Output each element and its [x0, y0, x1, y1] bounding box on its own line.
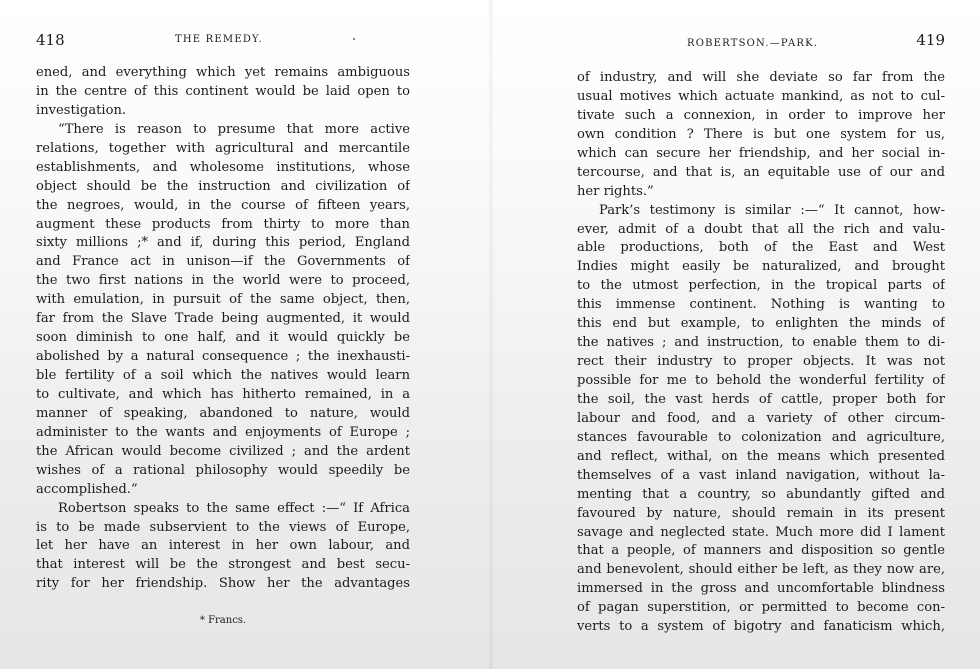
- text-line: accomplished.”: [36, 481, 138, 497]
- text-line: augment these products from thirty to more than: [36, 216, 410, 232]
- text-line: this immense continent. Nothing is wanting to: [577, 297, 945, 313]
- text-line: that a people, of manners and disposition so gentle: [577, 543, 945, 559]
- text-line: to the utmost perfection, in the tropical parts of: [577, 278, 945, 294]
- text-line: which can secure her friendship, and her social in-: [577, 145, 945, 161]
- text-line: possible for me to behold the wonderful fertility of: [577, 373, 945, 388]
- right-running-head: ROBERTSON.—PARK.: [687, 38, 819, 49]
- text-line: let her have an interest in her own labour, and: [36, 538, 410, 554]
- text-line: and benevolent, should either be left, as they now are,: [577, 562, 945, 578]
- left-page-header: [36, 31, 410, 54]
- text-line: themselves of a vast inland navigation, without la-: [577, 467, 945, 483]
- text-line: Park’s testimony is similar :—“ It cannot, how-: [599, 202, 945, 218]
- text-line: usual motives which actuate mankind, as not to cul-: [577, 88, 945, 104]
- left-page: [36, 0, 410, 669]
- text-line: administer to the wants and enjoyments of Europe ;: [36, 424, 410, 440]
- left-page-number: 418: [36, 31, 65, 49]
- text-line: verts to a system of bigotry and fanaticism which,: [577, 619, 945, 635]
- left-running-head: THE REMEDY.: [175, 34, 263, 45]
- text-line: Robertson speaks to the same effect :—“ If Africa: [58, 500, 410, 516]
- text-line: of pagan superstition, or permitted to become con-: [577, 600, 945, 616]
- text-line: investigation.: [36, 102, 127, 118]
- text-line: and reflect, withal, on the means which presented: [577, 448, 945, 464]
- text-line: immersed in the gross and uncomfortable blindness: [577, 581, 945, 597]
- text-line: ened, and everything which yet remains ambiguous: [36, 65, 410, 80]
- text-line: the natives ; and instruction, to enable them to di-: [577, 335, 945, 351]
- text-line: the African would become civilized ; and the ardent: [36, 443, 410, 459]
- text-line: in the centre of this continent would be laid open to: [36, 83, 410, 99]
- text-line: ble fertility of a soil which the natives would learn: [36, 368, 410, 383]
- text-line: own condition ? There is but one system for us,: [577, 126, 945, 142]
- text-line: far from the Slave Trade being augmented, it would: [36, 311, 410, 327]
- text-line: of industry, and will she deviate so far from the: [577, 70, 945, 85]
- right-page-number: 419: [916, 31, 945, 49]
- text-line: the soil, the vast herds of cattle, proper both for: [577, 391, 945, 407]
- text-line: wishes of a rational philosophy would speedily be: [36, 462, 410, 478]
- text-line: stances favourable to colonization and agriculture,: [577, 429, 945, 445]
- text-line: the negroes, would, in the course of fifteen years,: [36, 197, 410, 213]
- left-page-body: [36, 64, 410, 594]
- page-gutter: [488, 0, 494, 669]
- text-line: with emulation, in pursuit of the same object, then,: [36, 292, 410, 308]
- text-line: abolished by a natural consequence ; the inexhausti-: [36, 349, 410, 365]
- text-line: that interest will be the strongest and best secu-: [36, 557, 410, 573]
- text-line: and France act in unison—if the Governments of: [36, 254, 410, 270]
- text-line: tivate such a connexion, in order to improve her: [577, 107, 945, 123]
- text-line: ever, admit of a doubt that all the rich and valu-: [577, 221, 945, 237]
- footnote: * Francs.: [199, 615, 247, 626]
- right-page-body: [577, 69, 945, 637]
- text-line: savage and neglected state. Much more did I lament: [577, 524, 945, 540]
- text-line: sixty millions ;* and if, during this period, England: [36, 235, 410, 251]
- text-line: soon diminish to one half, and it would quickly be: [36, 330, 410, 346]
- text-line: favoured by nature, should remain in its present: [577, 505, 945, 521]
- text-line: rity for her friendship. Show her the advantages: [36, 576, 410, 592]
- text-line: this end but example, to enlighten the minds of: [577, 316, 945, 332]
- page-speck: [353, 38, 355, 40]
- text-line: the two first nations in the world were to proceed,: [36, 273, 410, 289]
- text-line: rect their industry to proper objects. It was not: [577, 354, 945, 370]
- text-line: labour and food, and a variety of other circum-: [577, 410, 945, 426]
- text-line: relations, together with agricultural and mercantile: [36, 140, 410, 156]
- right-page: [577, 0, 945, 669]
- text-line: object should be the instruction and civilization of: [36, 178, 410, 194]
- right-page-header: [577, 31, 945, 54]
- text-line: Indies might easily be naturalized, and brought: [577, 259, 945, 275]
- text-line: tercourse, and that is, an equitable use of our and: [577, 164, 945, 180]
- text-line: establishments, and wholesome institutions, whose: [36, 159, 410, 175]
- text-line: is to be made subservient to the views of Europe,: [36, 519, 410, 535]
- text-line: able productions, both of the East and West: [577, 240, 945, 256]
- text-line: to cultivate, and which has hitherto remained, in a: [36, 386, 410, 402]
- text-line: “There is reason to presume that more active: [58, 121, 410, 137]
- text-line: her rights.”: [577, 183, 654, 199]
- text-line: manner of speaking, abandoned to nature, would: [36, 405, 410, 421]
- text-line: menting that a country, so abundantly gifted and: [577, 486, 945, 502]
